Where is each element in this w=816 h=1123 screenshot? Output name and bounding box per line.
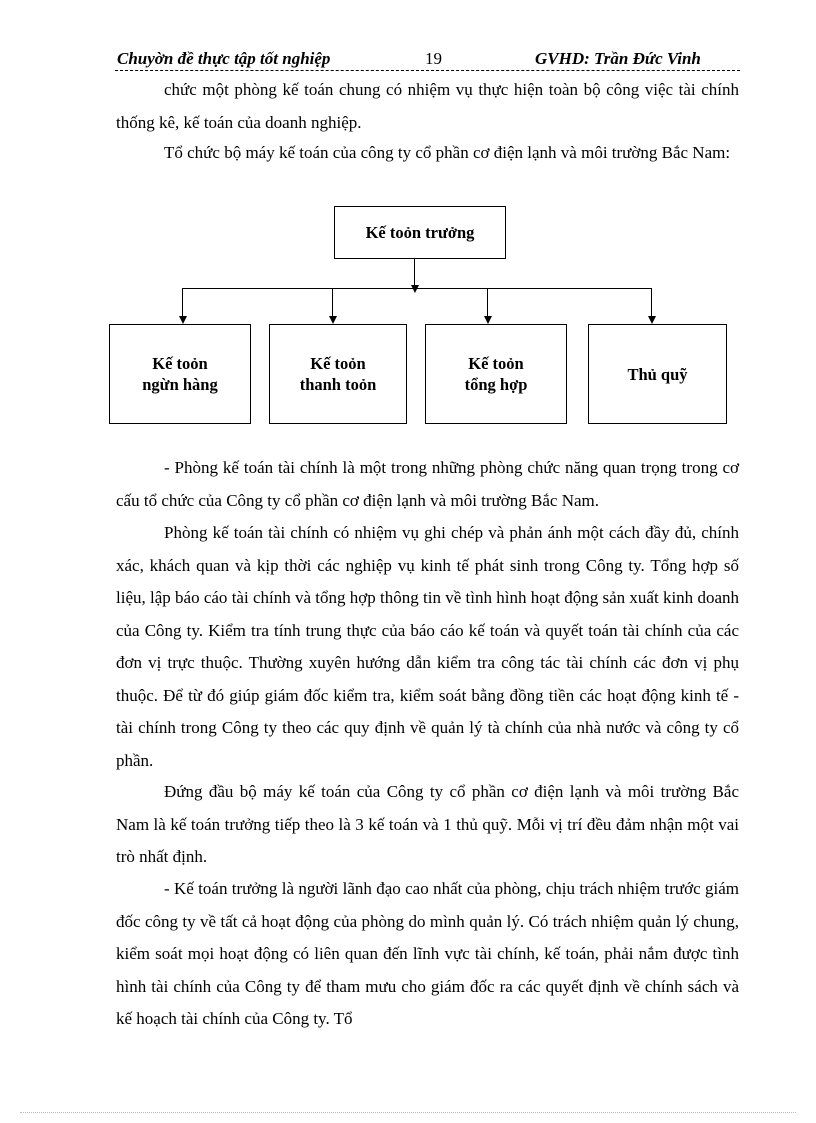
bank-accountant-box	[109, 324, 251, 424]
general-accountant-line1: Kế toỏn	[468, 354, 524, 373]
paragraph-department-role: - Phòng kế toán tài chính là một trong những phòng chức năng quan trọng trong cơ cấu tổ chức của Công ty cổ phần cơ điện lạnh và môi trường Bắc Nam.	[116, 458, 739, 510]
connector-horizontal	[182, 288, 651, 289]
page-number: 19	[425, 49, 442, 68]
general-accountant-line2: tổng hợp	[464, 375, 528, 394]
cashier-box	[588, 324, 727, 424]
connector-branch	[182, 288, 183, 317]
paragraph-department-duties: Phòng kế toán tài chính có nhiệm vụ ghi chép và phản ánh một cách đầy đủ, chính xác, khách quan và kịp thời các nghiệp vụ kinh tế phát sinh trong Công ty. Tổng hợp số liệu, lập báo cáo tài chính và tổng hợp thông tin về tình hình hoạt động sản xuất kinh doanh của Công ty. Kiểm tra tính trung thực của báo cáo kế toán và quyết toán tài chính của các đơn vị trực thuộc. Thường xuyên hướng dẫn kiểm tra công tác tài chính các đơn vị phụ thuộc. Để từ đó giúp giám đốc kiểm tra, kiểm soát bằng đồng tiền các hoạt động kinh tế - tài chính trong Công ty theo các quy định về quản lý tà chính của nhà nước và công ty cổ phần.	[116, 523, 739, 770]
chief-accountant-label: Kế toỏn trưởng	[365, 223, 475, 242]
connector-branch	[487, 288, 488, 317]
cashier-label: Thủ quỹ	[627, 364, 688, 384]
footer-divider	[20, 1112, 796, 1113]
paragraph-chief-accountant: - Kế toán trưởng là người lãnh đạo cao nhất của phòng, chịu trách nhiệm trước giám đốc công ty về tất cả hoạt động của phòng do mình quản lý. Có trách nhiệm quản lý chung, kiểm soát mọi hoạt động có liên quan đến lĩnh vực tài chính, kế toán, phải nắm được tình hình tài chính của Công ty để tham mưu cho giám đốc ra các quyết định về chính sách và kế hoạch tài chính của Công ty. Tổ	[116, 879, 739, 1028]
intro-paragraph-1: chức một phòng kế toán chung có nhiệm vụ thực hiện toàn bộ công việc tài chính thống kê, kế toán của doanh nghiệp.	[116, 80, 739, 132]
payment-accountant-line2: thanh toỏn	[299, 375, 377, 394]
arrow-down-icon	[648, 316, 656, 324]
payment-accountant-line1: Kế toỏn	[310, 354, 366, 373]
connector-branch	[651, 288, 652, 317]
arrow-down-icon	[179, 316, 187, 324]
page-header	[115, 48, 740, 71]
header-supervisor: GVHD: Trần Đức Vinh	[535, 49, 701, 68]
arrow-down-icon	[484, 316, 492, 324]
arrow-down-icon	[411, 285, 419, 293]
bank-accountant-line1: Kế toỏn	[152, 354, 208, 373]
payment-accountant-box	[269, 324, 407, 424]
chief-accountant-box	[334, 206, 506, 259]
paragraph-structure: Đứng đầu bộ máy kế toán của Công ty cổ phần cơ điện lạnh và môi trường Bắc Nam là kế toán trưởng tiếp theo là 3 kế toán và 1 thủ quỹ. Mỗi vị trí đều đảm nhận một vai trò nhất định.	[116, 782, 739, 866]
intro-paragraph-2: Tổ chức bộ máy kế toán của công ty cổ phần cơ điện lạnh và môi trường Bắc Nam:	[164, 143, 731, 162]
general-accountant-box	[425, 324, 567, 424]
connector-branch	[332, 288, 333, 317]
header-title: Chuyờn đề thực tập tốt nghiệp	[117, 49, 331, 68]
connector-vertical	[414, 258, 415, 288]
arrow-down-icon	[329, 316, 337, 324]
bank-accountant-line2: ngừn hàng	[142, 375, 218, 394]
